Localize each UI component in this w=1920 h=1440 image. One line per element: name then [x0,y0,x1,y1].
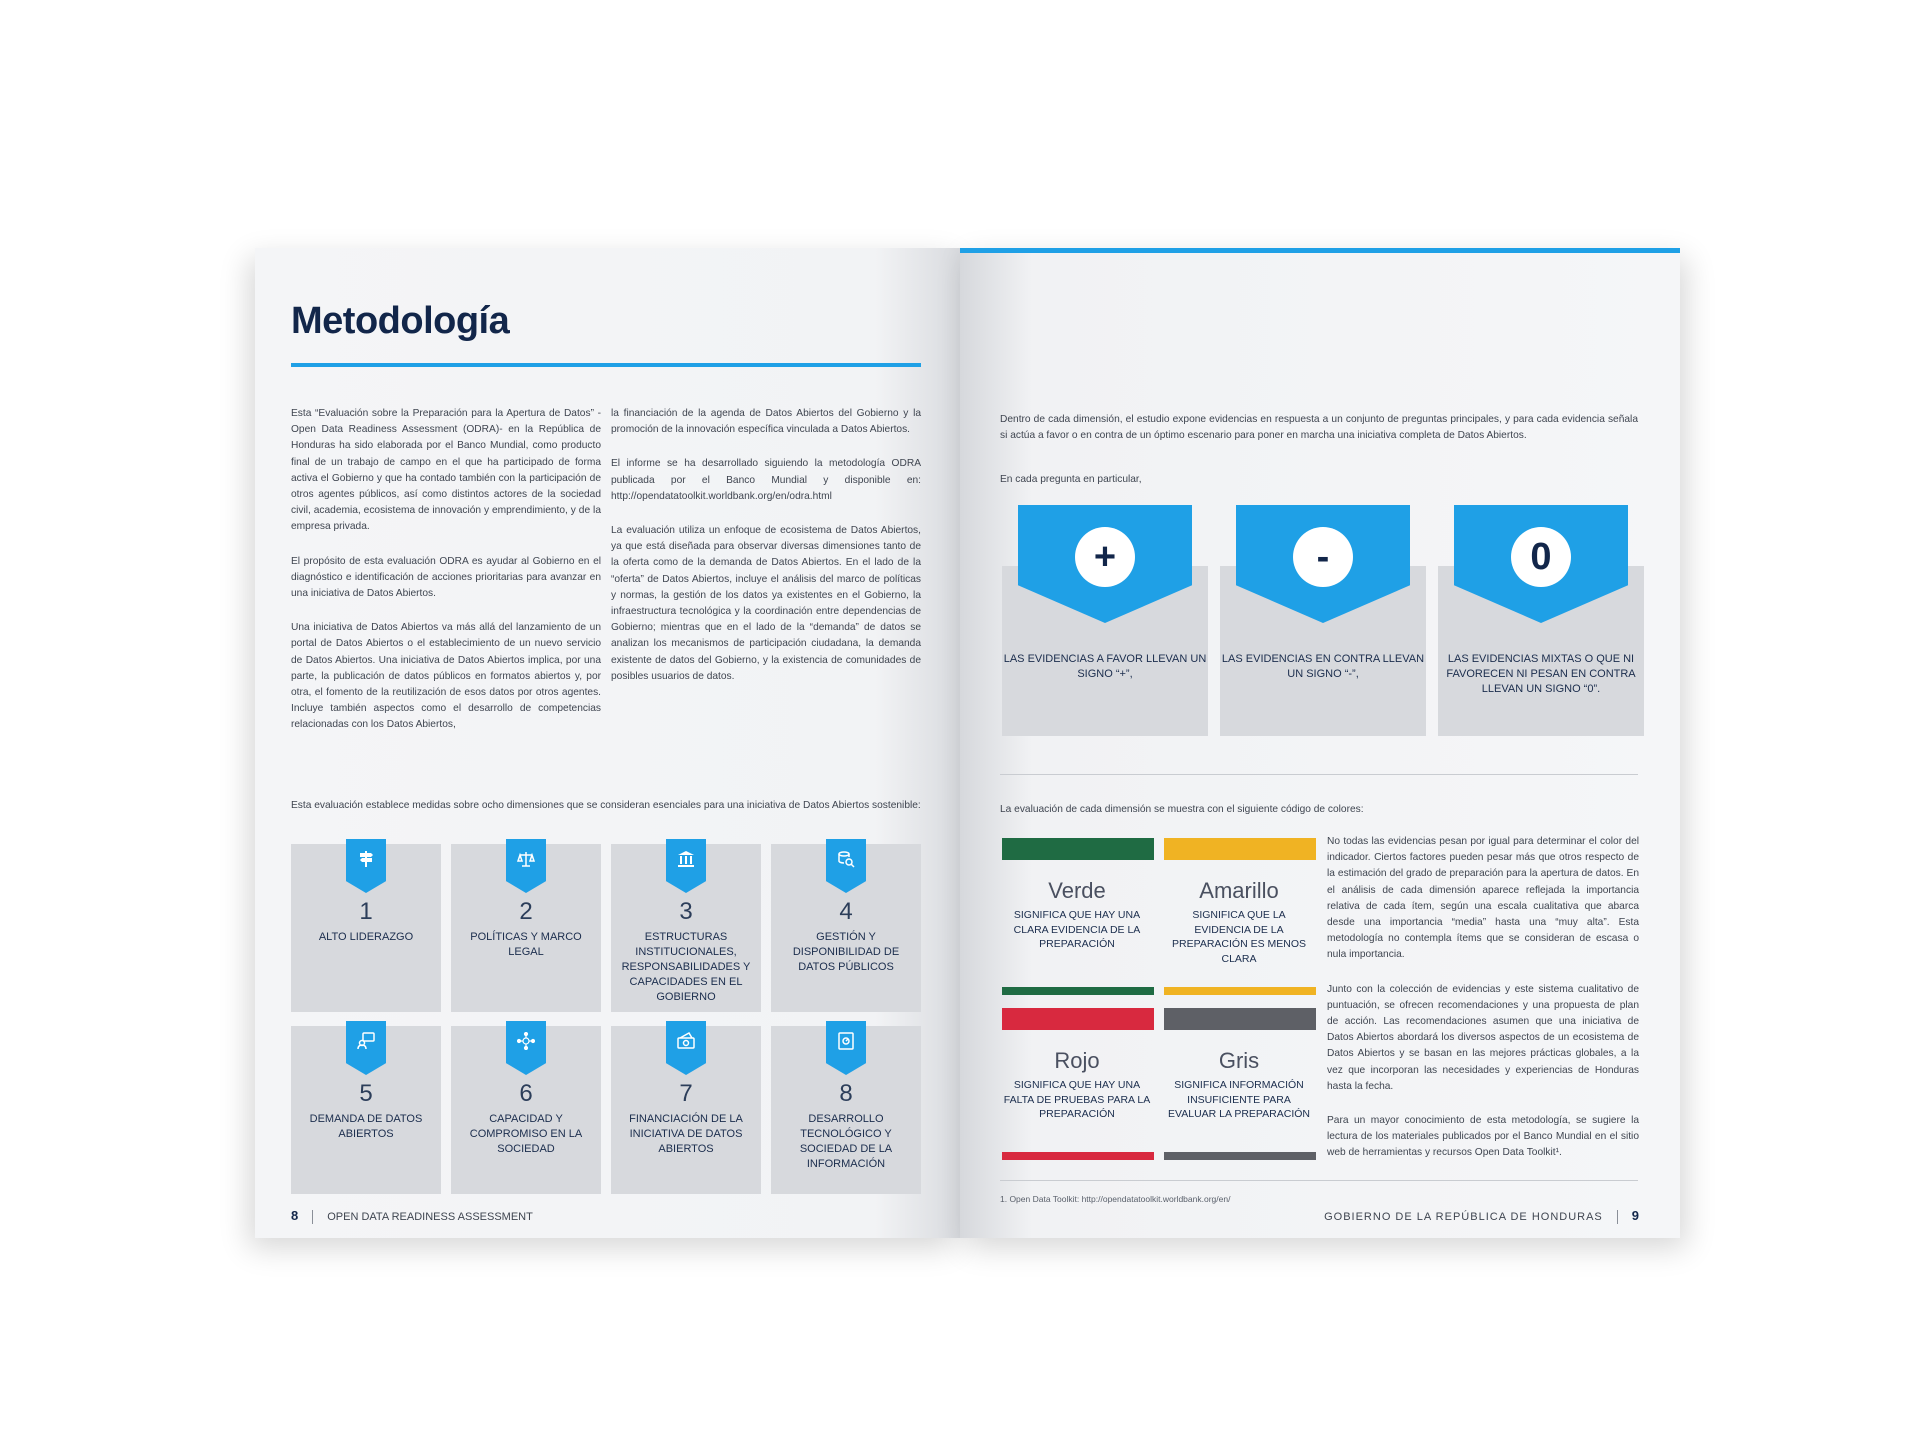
color-description: SIGNIFICA INFORMACIÓN INSUFICIENTE PARA EVALUAR LA PREPARACIÓN [1168,1079,1310,1120]
page-title: Metodología [291,300,510,342]
yellow-bar [1164,838,1316,860]
green-bar [1002,838,1154,860]
dimension-tab [666,839,706,893]
colors-intro: La evaluación de cada dimensión se muestra con el siguiente código de colores: [1000,804,1364,815]
footnote-rule [1000,1180,1638,1181]
footer-text: GOBIERNO DE LA REPÚBLICA DE HONDURAS [1324,1211,1603,1223]
color-description: SIGNIFICA QUE HAY UNA CLARA EVIDENCIA DE LA PREPARACIÓN [1013,909,1141,950]
institution-icon [677,850,695,868]
evidence-text: LAS EVIDENCIAS A FAVOR LLEVAN UN SIGNO “+”, [1003,653,1207,680]
footer-separator [312,1210,313,1224]
green-bar-bottom [1002,987,1154,995]
dimension-label: DESARROLLO TECNOLÓGICO Y SOCIEDAD DE LA INFORMACIÓN [799,1113,893,1170]
dimension-tab [506,839,546,893]
dimension-tab [666,1021,706,1075]
dimension-tab [826,1021,866,1075]
network-icon [517,1032,535,1050]
evidence-text: LAS EVIDENCIAS EN CONTRA LLEVAN UN SIGNO “-”, [1221,653,1425,680]
yellow-bar-bottom [1164,987,1316,995]
dimension-card-3 [611,844,761,1012]
dimension-tab [826,839,866,893]
paragraph: Para un mayor conocimiento de esta metodología, se sugiere la lectura de los materiales publicados por el Banco Mundial en el sitio web de herramientas y recursos Open Data Toolkit¹. [1327,1115,1639,1159]
dimension-number: 6 [519,1080,533,1107]
dimension-label: FINANCIACIÓN DE LA INICIATIVA DE DATOS ABIERTOS [629,1113,743,1155]
title-underline [291,363,921,367]
dimension-number: 3 [679,898,693,925]
dimension-label: POLÍTICAS Y MARCO LEGAL [470,931,582,958]
minus-sign-icon: - [1293,527,1353,587]
page-number: 9 [1631,1208,1640,1223]
dimension-number: 2 [519,898,533,925]
paragraph: Una iniciativa de Datos Abiertos va más allá del lanzamiento de un portal de Datos Abiertos o el establecimiento de un nuevo servicio de Datos Abiertos. Una iniciativa de Datos Abiertos implica, por una parte, la publicación de datos públicos en formatos abiertos y, por otra, el fomento de la reutilización de esos datos por otros agentes. Incluye también aspectos como el desarrollo de competencias relacionadas con los Datos Abiertos, [291,622,601,731]
dimension-tab [506,1021,546,1075]
color-name: Gris [1218,1048,1260,1073]
color-name: Verde [1048,878,1106,903]
dimension-card-1 [291,844,441,1012]
text-column-1 [291,406,601,752]
dimension-label: ESTRUCTURAS INSTITUCIONALES, RESPONSABILIDADES Y CAPACIDADES EN EL GOBIERNO [621,931,751,1003]
dimension-card-7 [611,1026,761,1194]
dimension-label: DEMANDA DE DATOS ABIERTOS [309,1113,423,1140]
dimension-number: 5 [359,1080,373,1107]
chat-user-icon [357,1032,375,1050]
intro-paragraph: Dentro de cada dimensión, el estudio expone evidencias en respuesta a un conjunto de preguntas principales, y para cada evidencia señala si actúa a favor o en contra de un óptimo escenario para poner en marcha una iniciativa completa de Datos Abiertos. [1000,414,1638,442]
footer-separator [1617,1210,1618,1224]
plus-sign-icon: + [1075,527,1135,587]
section-divider [1000,774,1638,775]
gray-bar [1164,1008,1316,1030]
dimension-label: GESTIÓN Y DISPONIBILIDAD DE DATOS PÚBLICOS [792,931,900,973]
database-search-icon [837,850,855,868]
paragraph: El propósito de esta evaluación ODRA es ayudar al Gobierno en el diagnóstico e identificación de acciones prioritarias para avanzar en una iniciativa de Datos Abiertos. [291,555,601,600]
right-page [960,248,1680,1238]
scales-icon [517,850,535,868]
dimension-number: 4 [839,898,853,925]
signpost-icon [357,850,375,868]
dimension-label: CAPACIDAD Y COMPROMISO EN LA SOCIEDAD [469,1113,583,1155]
dimension-card-6 [451,1026,601,1194]
dimension-label: ALTO LIDERAZGO [318,931,414,943]
page-footer [291,1208,533,1224]
dimension-card-4 [771,844,921,1012]
dimension-card-5 [291,1026,441,1194]
color-description: SIGNIFICA QUE HAY UNA FALTA DE PRUEBAS PARA LA PREPARACIÓN [1003,1079,1151,1120]
dimension-card-8 [771,1026,921,1194]
paragraph: El informe se ha desarrollado siguiendo la metodología ODRA publicada por el Banco Mundial y disponible en: http://opendatatoolkit.worldbank.org/en/odra.html [611,458,921,502]
dimension-tab [346,839,386,893]
color-name: Rojo [1054,1048,1100,1073]
color-description: SIGNIFICA QUE LA EVIDENCIA DE LA PREPARACIÓN ES MENOS CLARA [1172,909,1306,965]
paragraph: la financiación de la agenda de Datos Abiertos del Gobierno y la promoción de la innovación específica vinculada a Datos Abiertos. [611,408,921,436]
paragraph: La evaluación utiliza un enfoque de ecosistema de Datos Abiertos, ya que está diseñada para observar diversas dimensiones tanto de la oferta como de la demanda de Datos Abiertos. En el lado de la “oferta” de Datos Abiertos, incluye el análisis del marco de políticas y normas, la gestión de los datos ya existentes en el Gobierno, la infraestructura tecnológica y la coordinación entre dependencias de Gobierno; mientras que en el lado de la “demanda” de datos se analizan los mecanismos de participación ciudadana, la demanda existente de datos del Gobierno, y la existencia de comunidades de posibles usuarios de datos. [611,525,921,682]
dimensions-intro: Esta evaluación establece medidas sobre ocho dimensiones que se consideran esenciales para una iniciativa de Datos Abiertos sostenible: [291,800,921,811]
safe-icon [837,1032,855,1050]
color-name: Amarillo [1199,878,1279,903]
paragraph: Junto con la colección de evidencias y este sistema cualitativo de puntuación, se ofrecen recomendaciones y una propuesta de plan de acción. Las recomendaciones asumen que una iniciativa de Datos Abiertos abordará los diversos aspectos de un ecosistema de Datos Abiertos y se basan en las mejores prácticas globales, a la vez que incorporan las necesidades y experiencias de Honduras hasta la fecha. [1327,983,1639,1092]
page-footer [1324,1208,1640,1224]
paragraph: Esta “Evaluación sobre la Preparación para la Apertura de Datos” -Open Data Readiness Assessment (ODRA)- en la República de Honduras ha sido elaborada por el Banco Mundial, como producto final de un trabajo de campo en el que ha participado de forma activa el Gobierno y que ha contado también con la participación de otros agentes públicos, así como distintos actores de la sociedad civil, academia, ecosistema de innovación y emprendimiento, y de la empresa privada. [291,408,601,533]
dimension-tab [346,1021,386,1075]
paragraph: No todas las evidencias pesan por igual para determinar el color del indicador. Ciertos factores pueden pesar más que otros respecto de la estimación del grado de preparación para la apertura de datos. En el análisis de cada dimensión aparece reflejada la importancia relativa de cada ítem, según una escala cualitativa que abarca desde una importancia “media” hasta una “muy alta”. Esta metodología no contempla ítems que se consideran de escasa o nula importancia. [1327,836,1639,961]
explanation-column [1327,834,1639,1180]
footer-text: OPEN DATA READINESS ASSESSMENT [327,1211,533,1223]
footnote: 1. Open Data Toolkit: http://opendatatoolkit.worldbank.org/en/ [1000,1194,1231,1204]
page-number: 8 [291,1208,299,1223]
left-page [255,248,960,1238]
dimension-number: 1 [359,898,373,925]
dimension-card-2 [451,844,601,1012]
dimension-number: 8 [839,1080,853,1107]
dimension-number: 7 [679,1080,693,1107]
red-bar [1002,1008,1154,1030]
red-bar-bottom [1002,1152,1154,1160]
zero-sign-icon: 0 [1511,527,1571,587]
top-accent-bar [960,248,1680,253]
money-icon [677,1032,695,1050]
text-column-2 [611,406,921,703]
subintro: En cada pregunta en particular, [1000,474,1142,485]
evidence-text: LAS EVIDENCIAS MIXTAS O QUE NI FAVORECEN NI PESAN EN CONTRA LLEVAN UN SIGNO “0”. [1446,653,1636,695]
gray-bar-bottom [1164,1152,1316,1160]
